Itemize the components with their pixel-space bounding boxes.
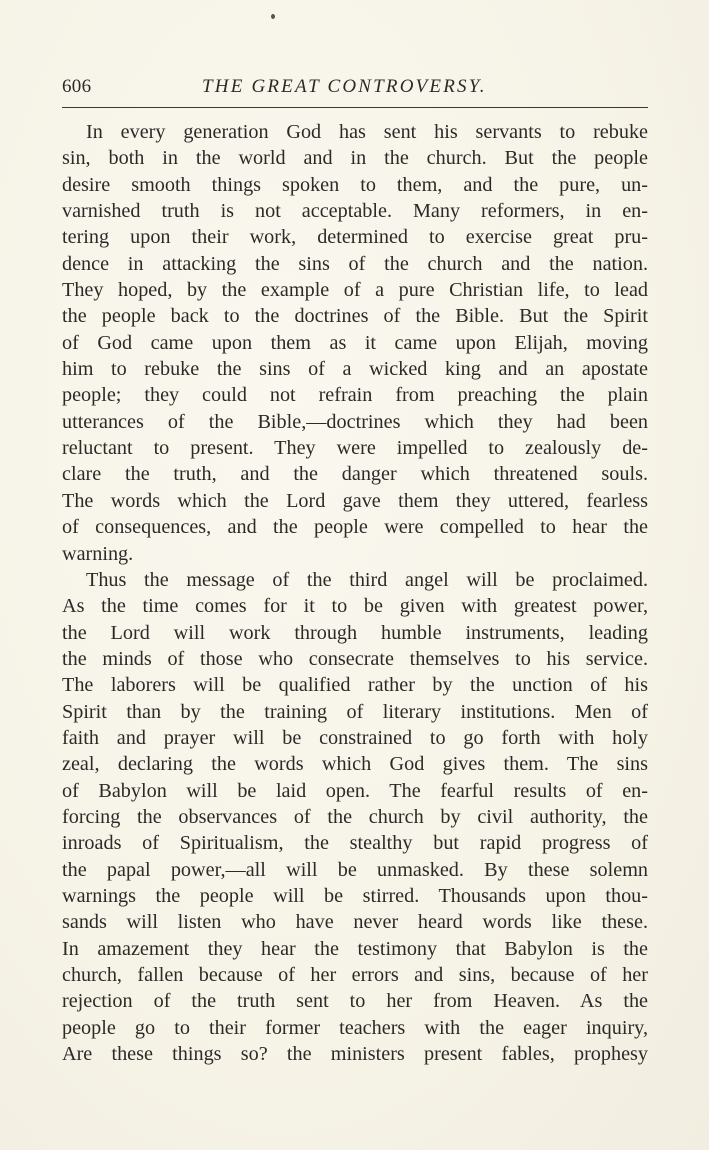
text-line: Thus the message of the third angel will be proclaimed. [86,568,648,591]
text-line: tering upon their work, determined to exercise great pru- [62,226,648,249]
paragraph [62,567,648,1068]
text-line: clare the truth, and the danger which threatened souls. [62,463,648,486]
text-line: The laborers will be qualified rather by the unction of his [62,674,648,697]
text-line: As the time comes for it to be given with greatest power, [62,595,648,618]
running-title: THE GREAT CONTROVERSY. [202,76,487,97]
header-rule [62,107,648,108]
body-text [62,119,648,1067]
text-line: rejection of the truth sent to her from Heaven. As the [62,990,648,1013]
text-line: people go to their former teachers with the eager inquiry, [62,1016,648,1039]
text-line: dence in attacking the sins of the church and the nation. [62,252,648,275]
text-line: The words which the Lord gave them they uttered, fearless [62,489,648,512]
text-line: the minds of those who consecrate themselves to his service. [62,647,648,670]
text-line: people; they could not refrain from preaching the plain [62,384,648,407]
text-line: of consequences, and the people were compelled to hear the [62,516,648,539]
text-line: reluctant to present. They were impelled to zealously de- [62,437,648,460]
text-line: of Babylon will be laid open. The fearful results of en- [62,779,648,802]
running-header [62,76,648,100]
text-line: utterances of the Bible,—doctrines which they had been [62,410,648,433]
text-line: him to rebuke the sins of a wicked king and an apostate [62,358,648,381]
text-line: of God came upon them as it came upon Elijah, moving [62,331,648,354]
text-line: church, fallen because of her errors and sins, because of her [62,964,648,986]
page-number: 606 [62,76,92,97]
text-line: the papal power,—all will be unmasked. By these solemn [62,858,648,881]
text-line: warnings the people will be stirred. Thousands upon thou- [62,884,648,907]
text-line: faith and prayer will be constrained to go forth with holy [62,726,648,749]
text-line: desire smooth things spoken to them, and the pure, un- [62,173,648,196]
text-line: sands will listen who have never heard words like these. [62,911,648,934]
text-line: varnished truth is not acceptable. Many reformers, in en- [62,200,648,223]
text-line: Are these things so? the ministers present fables, prophesy [62,1043,648,1066]
paragraph [62,119,648,567]
text-line: the people back to the doctrines of the Bible. But the Spirit [62,305,648,328]
text-line: warning. [62,542,134,565]
text-line: zeal, declaring the words which God gives them. The sins [62,753,648,776]
text-line: the Lord will work through humble instruments, leading [62,621,648,644]
text-line: inroads of Spiritualism, the stealthy but rapid progress of [62,832,648,855]
ink-speck [271,14,275,19]
text-line: In every generation God has sent his servants to rebuke [86,121,648,143]
text-line: In amazement they hear the testimony that Babylon is the [62,937,648,960]
text-line: sin, both in the world and in the church. But the people [62,147,648,170]
text-line: They hoped, by the example of a pure Christian life, to lead [62,279,648,302]
text-line: Spirit than by the training of literary institutions. Men of [62,700,648,723]
text-line: forcing the observances of the church by civil authority, the [62,805,648,828]
